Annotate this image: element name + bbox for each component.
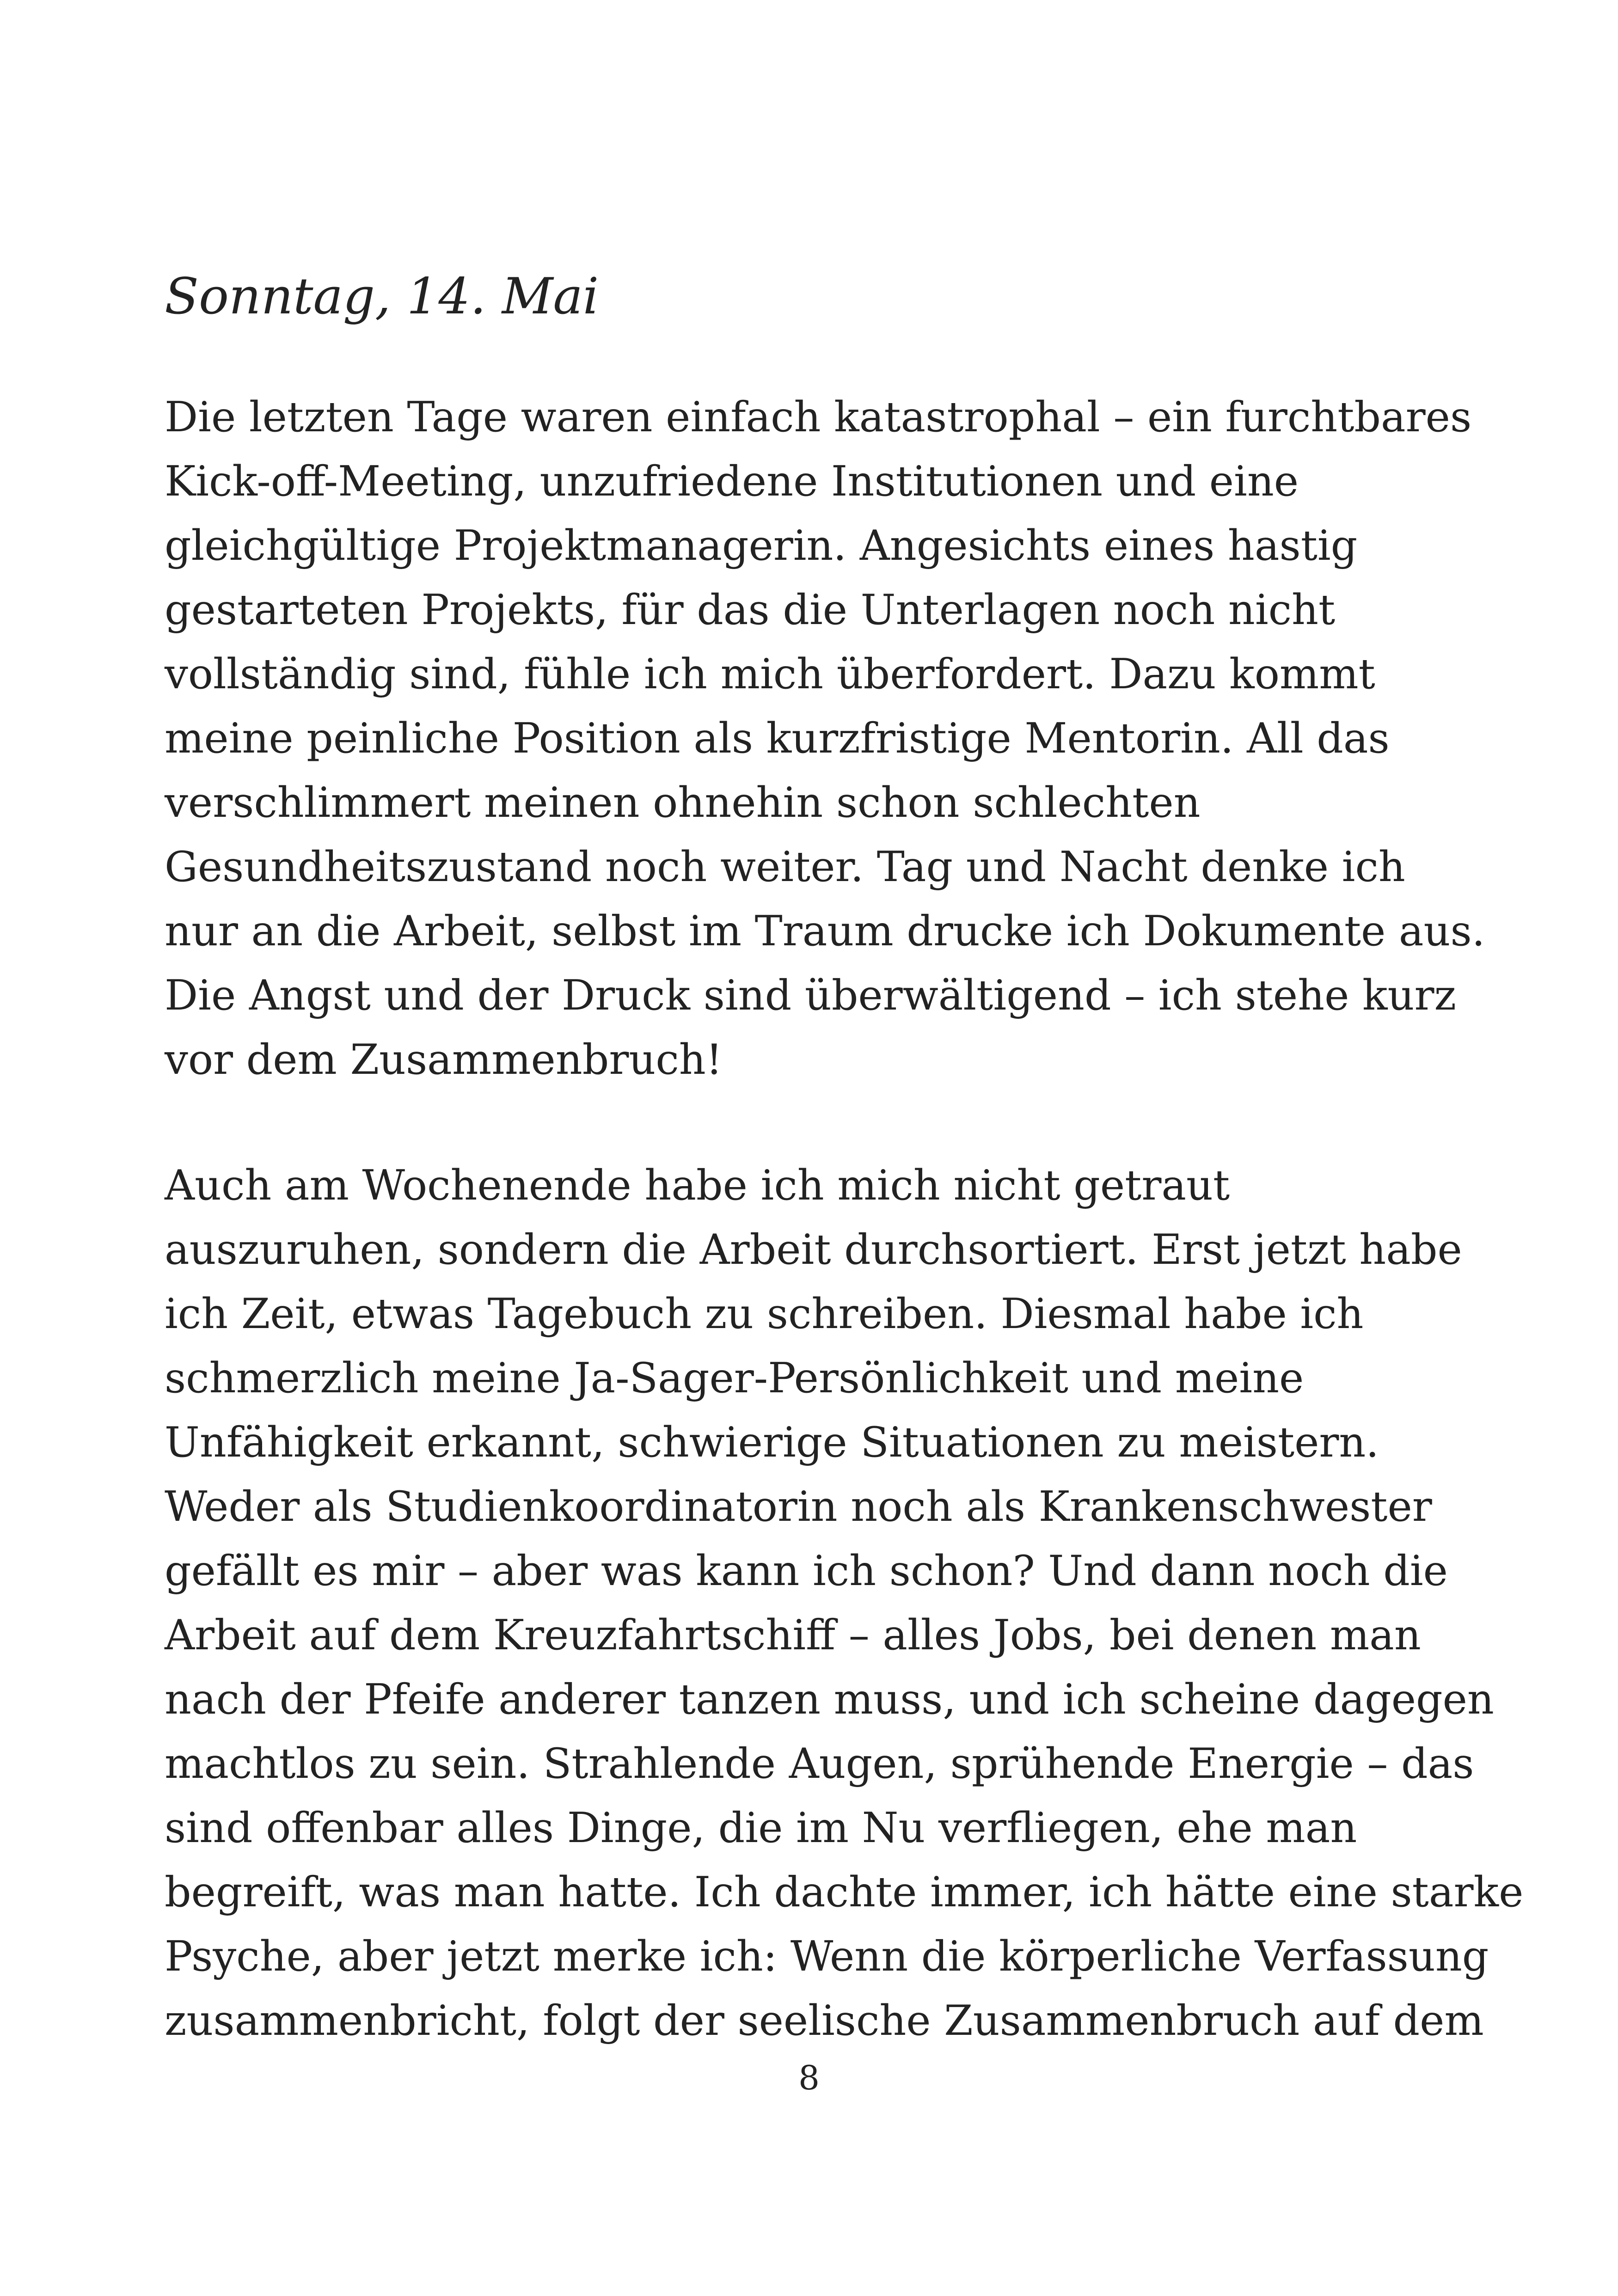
text-line: Gesundheitszustand noch weiter. Tag und Nacht denke ich	[165, 843, 1405, 891]
text-line: gestarteten Projekts, für das die Unterlagen noch nicht	[165, 586, 1336, 634]
text-line: zusammenbricht, folgt der seelische Zusammenbruch auf dem	[165, 1996, 1484, 2045]
text-line: Die Angst und der Druck sind überwältigend – ich stehe kurz	[165, 971, 1456, 1020]
text-line: vollständig sind, fühle ich mich überfordert. Dazu kommt	[165, 650, 1375, 698]
paragraph-2	[165, 1153, 1551, 2053]
text-line: machtlos zu sein. Strahlende Augen, sprühende Energie – das	[165, 1739, 1474, 1788]
text-line: Arbeit auf dem Kreuzfahrtschiff – alles Jobs, bei denen man	[165, 1611, 1421, 1659]
text-line: nach der Pfeife anderer tanzen muss, und ich scheine dagegen	[165, 1675, 1494, 1724]
text-line: Psyche, aber jetzt merke ich: Wenn die körperliche Verfassung	[165, 1932, 1489, 1981]
text-line: auszuruhen, sondern die Arbeit durchsortiert. Erst jetzt habe	[165, 1225, 1462, 1274]
text-line: schmerzlich meine Ja-Sager-Persönlichkeit und meine	[165, 1354, 1304, 1402]
text-line: gefällt es mir – aber was kann ich schon? Und dann noch die	[165, 1547, 1448, 1595]
text-line: begreift, was man hatte. Ich dachte immer, ich hätte eine starke	[165, 1868, 1524, 1916]
text-line: ich Zeit, etwas Tagebuch zu schreiben. Diesmal habe ich	[165, 1290, 1364, 1338]
page-number: 8	[798, 2058, 820, 2097]
text-line: Kick-off-Meeting, unzufriedene Institutionen und eine	[165, 457, 1299, 506]
paragraph-1	[165, 385, 1551, 1092]
text-line: Auch am Wochenende habe ich mich nicht getraut	[165, 1161, 1230, 1210]
diary-entry-date-heading: Sonntag, 14. Mai	[165, 268, 599, 325]
text-line: sind offenbar alles Dinge, die im Nu verfliegen, ehe man	[165, 1804, 1357, 1852]
text-line: nur an die Arbeit, selbst im Traum drucke ich Dokumente aus.	[165, 907, 1485, 955]
text-line: Die letzten Tage waren einfach katastrophal – ein furchtbares	[165, 393, 1472, 441]
text-line: meine peinliche Position als kurzfristige Mentorin. All das	[165, 714, 1390, 763]
text-line: gleichgültige Projektmanagerin. Angesichts eines hastig	[165, 521, 1358, 570]
text-line: verschlimmert meinen ohnehin schon schlechten	[165, 778, 1201, 827]
text-line: Unfähigkeit erkannt, schwierige Situationen zu meistern.	[165, 1418, 1379, 1467]
text-line: Weder als Studienkoordinatorin noch als Krankenschwester	[165, 1482, 1432, 1531]
text-line: vor dem Zusammenbruch!	[165, 1035, 723, 1084]
